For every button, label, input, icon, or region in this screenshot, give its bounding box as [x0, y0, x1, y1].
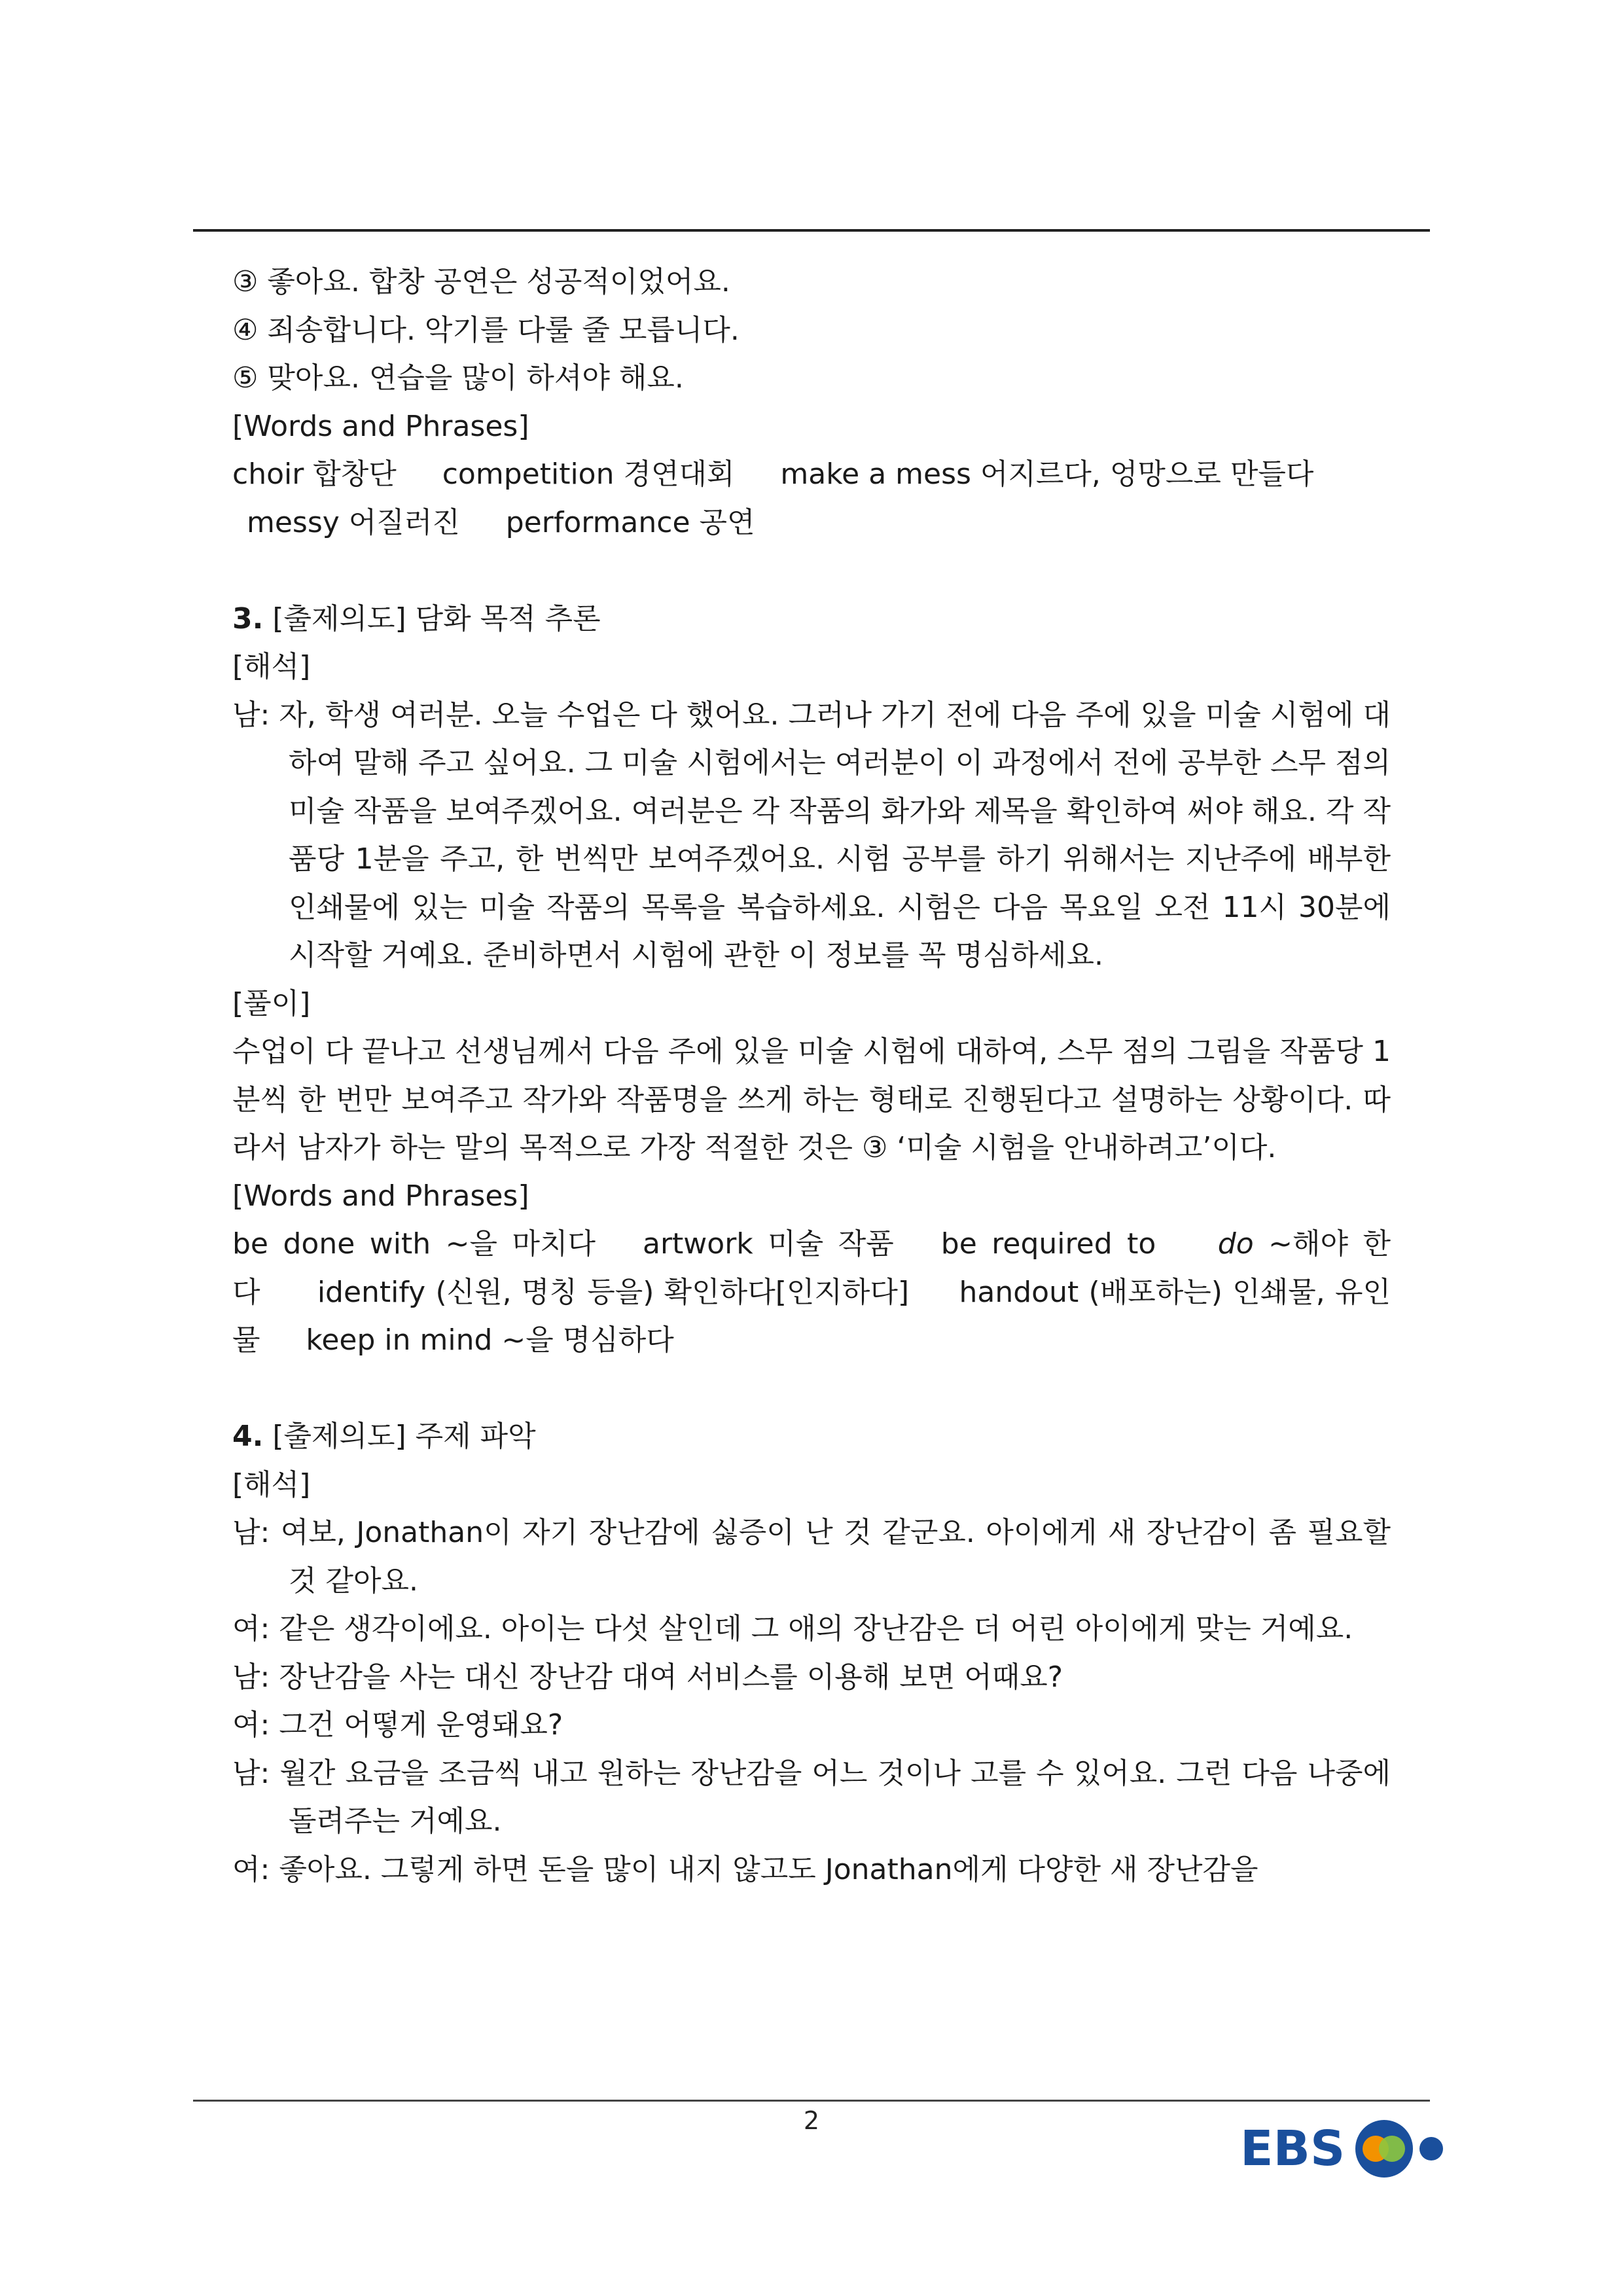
question-intent: [출제의도] 주제 파악	[272, 1420, 536, 1453]
dialogue-line: 여: 좋아요. 그렇게 하면 돈을 많이 내지 않고도 Jonathan에게 다양한 새 장난감을	[232, 1852, 1258, 1886]
words-phrases-label: [Words and Phrases]	[232, 409, 529, 443]
interpretation-label: [해석]	[232, 650, 311, 683]
page-number: 2	[803, 2106, 820, 2135]
question-intent: [출제의도] 담화 목적 추론	[272, 601, 601, 636]
speech-text: 남: 자, 학생 여러분. 오늘 수업은 다 했어요. 그러나 가기 전에 다음 주에 있을 미술 시험에 대하여 말해 주고 싶어요. 그 미술 시험에서는 여러분이 이 과정에서 전에 공부한 스무 점의 미술 작품을 보여주겠어요. 여러분은 각 작품의 화가와 제목을 확인하여 써야 해요. 각 작품당 1분을 주고, 한 번씩만 보여주겠어요. 시험 공부를 하기 위해서는 지난주에 배부한 인쇄물에 있는 미술 작품의 목록을 복습하세요. 시험은 다음 목요일 오전 11시 30분에 시작할 거예요. 준비하면서 시험에 관한 이 정보를 꼭 명심하세요.	[232, 698, 1391, 972]
logo-small-dot	[1419, 2137, 1443, 2161]
phrase-item: be required to do ~해야 한다	[232, 1227, 1391, 1309]
question-number: 4.	[232, 1420, 264, 1453]
dialogue-line: 남: 장난감을 사는 대신 장난감 대여 서비스를 이용해 보면 어때요?	[232, 1660, 1063, 1694]
solution-text: 수업이 다 끝나고 선생님께서 다음 주에 있을 미술 시험에 대하여, 스무 점의 그림을 작품당 1분씩 한 번만 보여주고 작가와 작품명을 쓰게 하는 형태로 진행된다고 설명하는 상황이다. 따라서 남자가 하는 말의 목적으로 가장 적절한 것은 ③ ‘미술 시험을 안내하려고’이다.	[232, 1035, 1391, 1164]
dialogue-line: 남: 여보, Jonathan이 자기 장난감에 싫증이 난 것 같군요. 아이에게 새 장난감이 좀 필요할 것 같아요.	[232, 1516, 1391, 1598]
ebs-logo	[1240, 2113, 1450, 2185]
dialogue-line: 남: 월간 요금을 조금씩 내고 원하는 장난감을 어느 것이나 고를 수 있어요. 그런 다음 나중에 돌려주는 거예요.	[232, 1756, 1391, 1838]
document-body	[232, 258, 1391, 1893]
phrase-item: identify (신원, 명칭 등을) 확인하다[인지하다] handout (배포하는) 인쇄물, 유인물 keep in mind ~을 명심하다	[232, 1275, 1391, 1357]
option-3: ③ 좋아요. 합창 공연은 성공적이었어요.	[232, 265, 730, 298]
logo-green-dot	[1379, 2136, 1405, 2162]
solution-label: [풀이]	[232, 986, 311, 1020]
logo-text: EBS	[1240, 2121, 1346, 2177]
header-rule	[193, 229, 1430, 232]
words-phrases-line: messy 어질러진 performance 공연	[247, 505, 755, 539]
words-phrases-list	[232, 1220, 1391, 1365]
dialogue-line: 여: 그건 어떻게 운영돼요?	[232, 1708, 563, 1742]
dialogue-line: 여: 같은 생각이에요. 아이는 다섯 살인데 그 애의 장난감은 더 어린 아이에게 맞는 거예요.	[232, 1612, 1353, 1645]
question-heading	[232, 595, 1391, 643]
question-heading	[232, 1412, 1391, 1461]
words-phrases-line: choir 합창단 competition 경연대회 make a mess 어지르다, 엉망으로 만들다	[232, 457, 1314, 491]
option-5: ⑤ 맞아요. 연습을 많이 하셔야 해요.	[232, 361, 684, 395]
phrase-item: artwork 미술 작품	[643, 1227, 894, 1261]
phrase-item: be done with ~을 마치다	[232, 1227, 596, 1261]
interpretation-label: [해석]	[232, 1467, 311, 1501]
option-4: ④ 죄송합니다. 악기를 다룰 줄 모릅니다.	[232, 313, 740, 347]
question-number: 3.	[232, 601, 264, 636]
words-phrases-label: [Words and Phrases]	[232, 1179, 529, 1213]
footer-rule	[193, 2100, 1430, 2102]
